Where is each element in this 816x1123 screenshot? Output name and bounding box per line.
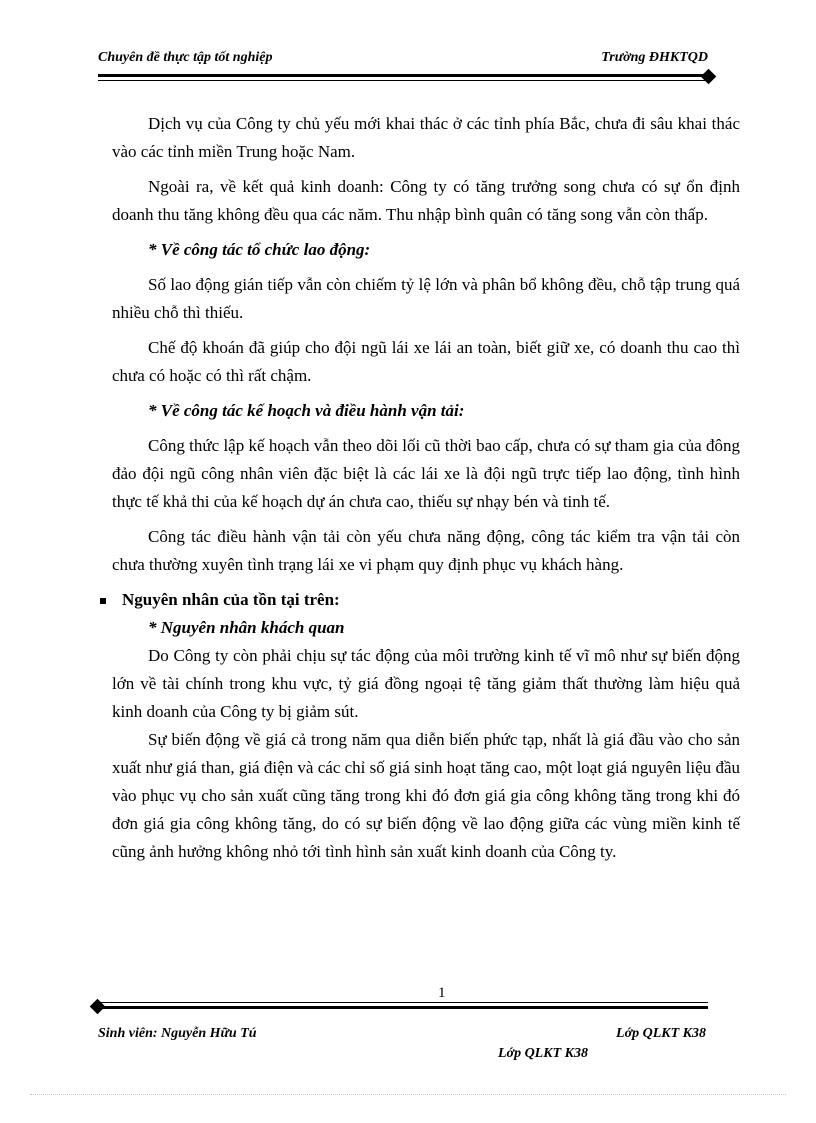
header-right: Trường ĐHKTQD <box>601 50 708 65</box>
section-heading: * Về công tác kế hoạch và điều hành vận tải: <box>148 401 465 420</box>
paragraph: Số lao động gián tiếp vẫn còn chiếm tỷ lệ lớn và phân bổ không đều, chỗ tập trung quá nhiều chỗ thì thiếu. <box>112 275 740 322</box>
page-body <box>112 110 740 866</box>
paragraph: Công thức lập kế hoạch vẫn theo dõi lối cũ thời bao cấp, chưa có sự tham gia của đông đảo đội ngũ công nhân viên đặc biệt là các lái xe là đội ngũ trực tiếp lao động, tình hình thực tế khả thi của kế hoạch dự án chưa cao, thiếu sự nhạy bén và tinh tế. <box>112 436 740 511</box>
header-rule-thin <box>98 80 708 81</box>
page-bottom-divider <box>30 1094 786 1095</box>
footer-rule-thick <box>98 1006 708 1009</box>
footer-class: Lớp QLKT K38 <box>616 1026 706 1041</box>
section-heading: * Nguyên nhân khách quan <box>148 618 345 637</box>
bullet-square-icon <box>100 598 106 604</box>
paragraph: Chế độ khoán đã giúp cho đội ngũ lái xe lái an toàn, biết giữ xe, có doanh thu cao thì chưa có hoặc có thì rất chậm. <box>112 338 740 385</box>
paragraph: Dịch vụ của Công ty chủ yếu mới khai thác ở các tỉnh phía Bắc, chưa đi sâu khai thác vào các tỉnh miền Trung hoặc Nam. <box>112 114 740 161</box>
section-heading: * Về công tác tổ chức lao động: <box>148 240 371 259</box>
page-number: 1 <box>438 985 446 1001</box>
footer-student: Sinh viên: Nguyễn Hữu Tú <box>98 1026 257 1041</box>
paragraph: Ngoài ra, về kết quả kinh doanh: Công ty có tăng trưởng song chưa có sự ổn định doanh thu tăng không đều qua các năm. Thu nhập bình quân có tăng song vẫn còn thấp. <box>112 177 740 224</box>
header-rule-thick <box>98 74 708 77</box>
paragraph: Do Công ty còn phải chịu sự tác động của môi trường kinh tế vĩ mô như sự biến động lớn về tài chính trong khu vực, tỷ giá đồng ngoại tệ tăng giảm thất thường làm hiệu quả kinh doanh của Công ty bị giảm sút. <box>112 646 740 721</box>
footer-rule-thin <box>98 1002 708 1003</box>
footer-class-duplicate: Lớp QLKT K38 <box>498 1046 588 1061</box>
header-left: Chuyên đề thực tập tốt nghiệp <box>98 50 273 65</box>
bullet-heading-text: Nguyên nhân của tồn tại trên: <box>122 590 340 609</box>
header-diamond-icon <box>701 69 717 85</box>
paragraph: Công tác điều hành vận tải còn yếu chưa năng động, công tác kiểm tra vận tải còn chưa thường xuyên tình trạng lái xe vi phạm quy định phục vụ khách hàng. <box>112 527 740 574</box>
paragraph: Sự biến động về giá cả trong năm qua diễn biến phức tạp, nhất là giá đầu vào cho sản xuất như giá than, giá điện và các chỉ số giá sinh hoạt tăng cao, một loạt giá nguyên liệu đầu vào phục vụ cho sản xuất cũng tăng trong khi đó đơn giá gia công không tăng trong khi đó đơn giá gia công không tăng, do có sự biến động về lao động giữa các vùng miền kinh tế cũng ảnh hưởng không nhỏ tới tình hình sản xuất kinh doanh của Công ty. <box>112 730 740 861</box>
bullet-heading <box>112 586 740 614</box>
